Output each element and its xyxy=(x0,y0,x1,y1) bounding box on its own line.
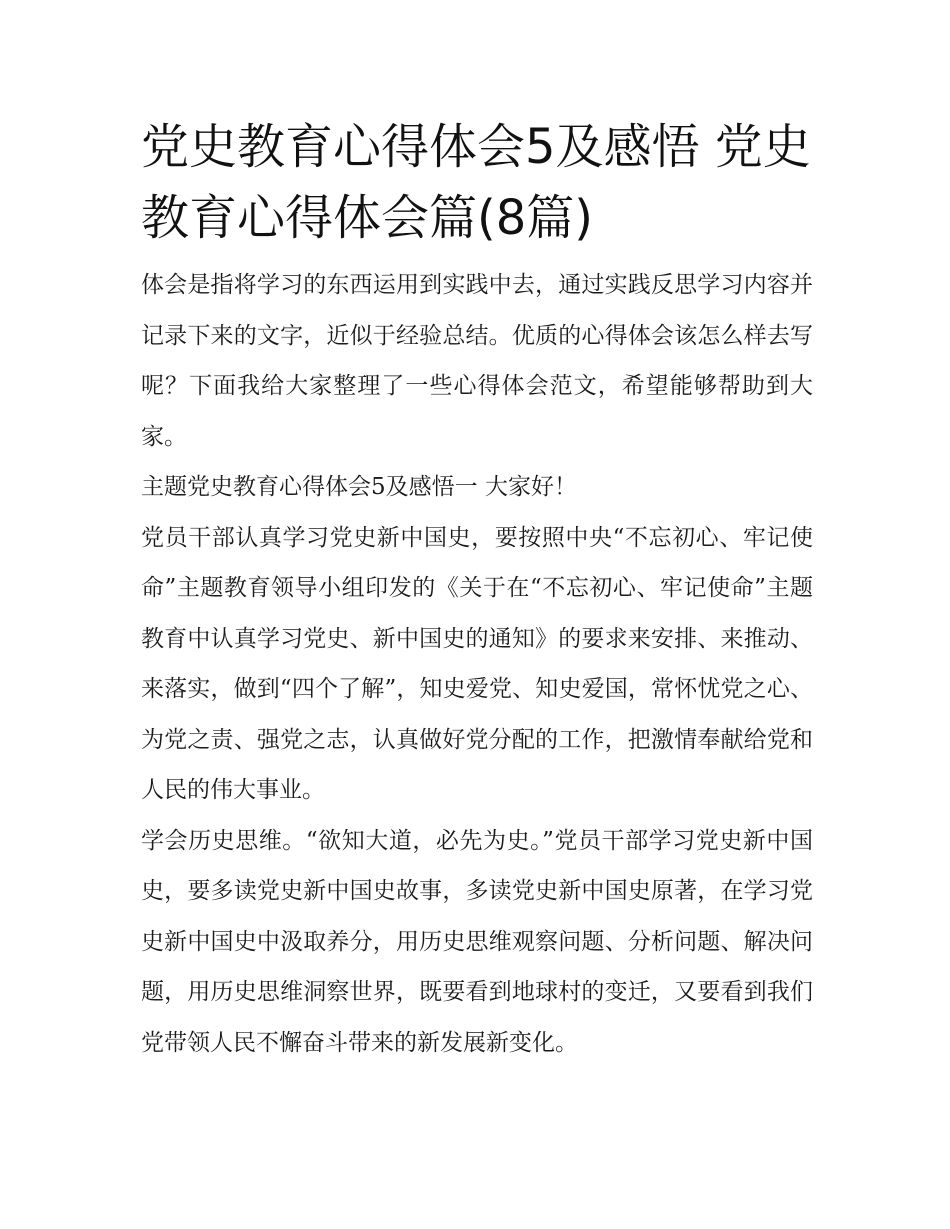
document-body xyxy=(141,112,813,1068)
body-paragraph: 党员干部认真学习党史新中国史，要按照中央“不忘初心、牢记使命”主题教育领导小组印发的《关于在“不忘初心、牢记使命”主题教育中认真学习党史、新中国史的通知》的要求来安排、来推动、来落实，做到“四个了解”，知史爱党、知史爱国，常怀忧党之心、为党之责、强党之志，认真做好党分配的工作，把激情奉献给党和人民的伟大事业。 xyxy=(141,524,813,803)
intro-paragraph: 体会是指将学习的东西运用到实践中去，通过实践反思学习内容并记录下来的文字，近似于经验总结。优质的心得体会该怎么样去写呢？下面我给大家整理了一些心得体会范文，希望能够帮助到大家。 xyxy=(141,272,813,450)
section-heading-paragraph: 主题党史教育心得体会5及感悟一 大家好！ xyxy=(141,474,577,500)
body-paragraph: 学会历史思维。“欲知大道，必先为史。”党员干部学习党史新中国史，要多读党史新中国史故事，多读党史新中国史原著，在学习党史新中国史中汲取养分，用历史思维观察问题、分析问题、解决问题，用历史思维洞察世界，既要看到地球村的变迁，又要看到我们党带领人民不懈奋斗带来的新发展新变化。 xyxy=(141,827,813,1056)
document-title: 党史教育心得体会5及感悟 党史教育心得体会篇(8篇) xyxy=(141,119,811,246)
